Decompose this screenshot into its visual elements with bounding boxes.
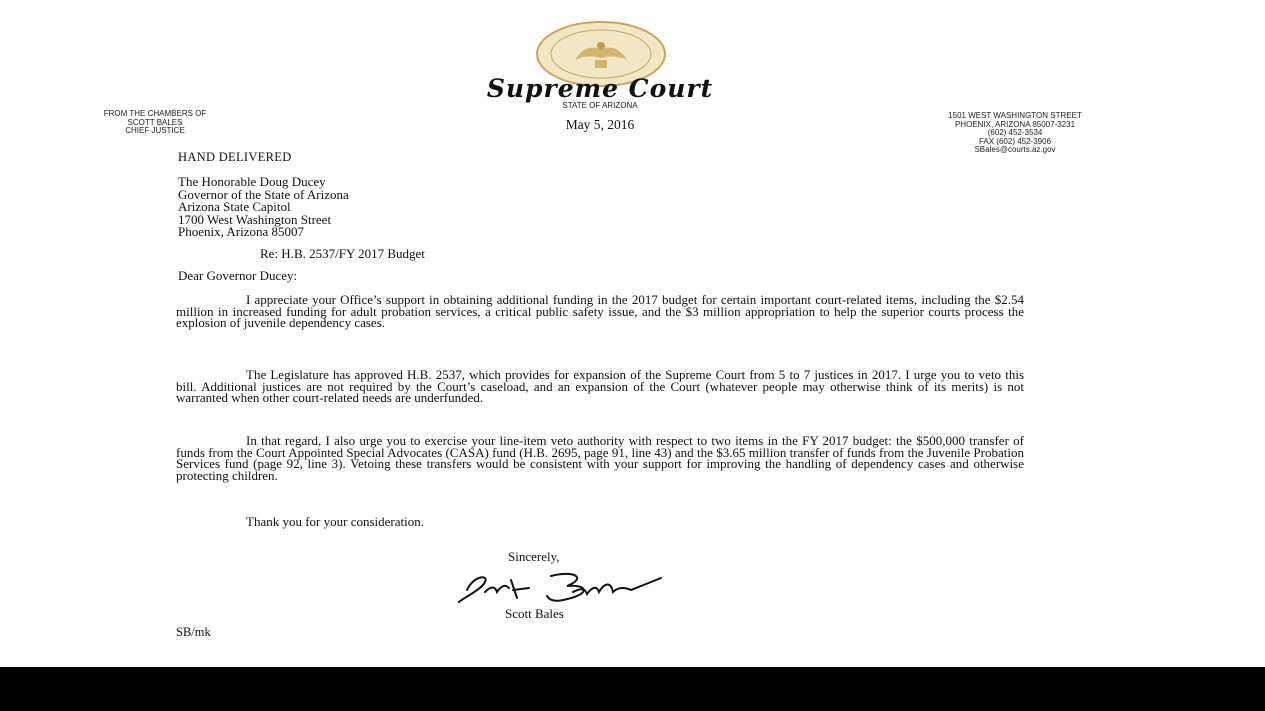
chambers-line: FROM THE CHAMBERS OF	[103, 109, 207, 118]
contact-line: PHOENIX, ARIZONA 85007-3231	[954, 119, 1076, 129]
contact-block	[895, 112, 1135, 155]
addressee-block	[178, 176, 349, 239]
addressee-line: Arizona State Capitol	[178, 199, 291, 214]
reference-initials: SB/mk	[176, 625, 211, 639]
subject-line: Re: H.B. 2537/FY 2017 Budget	[260, 246, 425, 261]
contact-line: FAX (602) 452-3906	[978, 136, 1052, 146]
page-margin-strip	[1200, 0, 1265, 667]
chambers-block	[60, 110, 250, 136]
addressee-line: Phoenix, Arizona 85007	[178, 224, 305, 239]
closing: Sincerely,	[508, 549, 560, 564]
court-title: Supreme Court	[486, 74, 714, 103]
addressee-line: 1700 West Washington Street	[178, 211, 332, 227]
court-subtitle: STATE OF ARIZONA	[562, 101, 638, 110]
letter-date: May 5, 2016	[565, 117, 635, 132]
chambers-line: SCOTT BALES	[127, 117, 183, 127]
contact-line: 1501 WEST WASHINGTON STREET	[948, 111, 1082, 120]
contact-line: (602) 452-3534	[987, 128, 1043, 137]
paragraph-2: The Legislature has approved H.B. 2537, which provides for expansion of the Supreme Court from 5 to 7 justices in 2017. I urge you to veto this bill. Additional justices are not required by the Court’s caseload, and an expansion of the Court (whatever people may otherwise think of its merits) is not warranted when other court-related needs are underfunded.	[176, 367, 1024, 406]
signer-name: Scott Bales	[505, 606, 564, 621]
thanks-line: Thank you for your consideration.	[246, 514, 424, 529]
chambers-line: CHIEF JUSTICE	[125, 126, 185, 135]
addressee-line: Governor of the State of Arizona	[178, 186, 349, 202]
salutation: Dear Governor Ducey:	[178, 268, 298, 283]
contact-line: SBales@courts.az.gov	[974, 145, 1056, 154]
handwritten-signature-icon	[455, 568, 670, 606]
addressee-line: The Honorable Doug Ducey	[178, 174, 326, 189]
paragraph-3: In that regard, I also urge you to exercise your line-item veto authority with respect to two items in the FY 2017 budget: the $500,000 transfer of funds from the Court Appointed Special Advocates (CASA) fund (H.B. 2695, page 91, line 43) and the $3.65 million transfer of funds from the Juvenile Probation Services fund (page 92, line 3). Vetoing these transfers would be consistent with your support for improving the handling of dependency cases and otherwise protecting children.	[176, 433, 1024, 483]
delivery-method: HAND DELIVERED	[178, 150, 292, 164]
paragraph-1: I appreciate your Office’s support in obtaining additional funding in the 2017 budget for certain important court-related items, including the $2.54 million in increased funding for adult probation services, a critical public safety issue, and the $3 million appropriation to help the superior courts process the explosion of juvenile dependency cases.	[176, 292, 1024, 331]
